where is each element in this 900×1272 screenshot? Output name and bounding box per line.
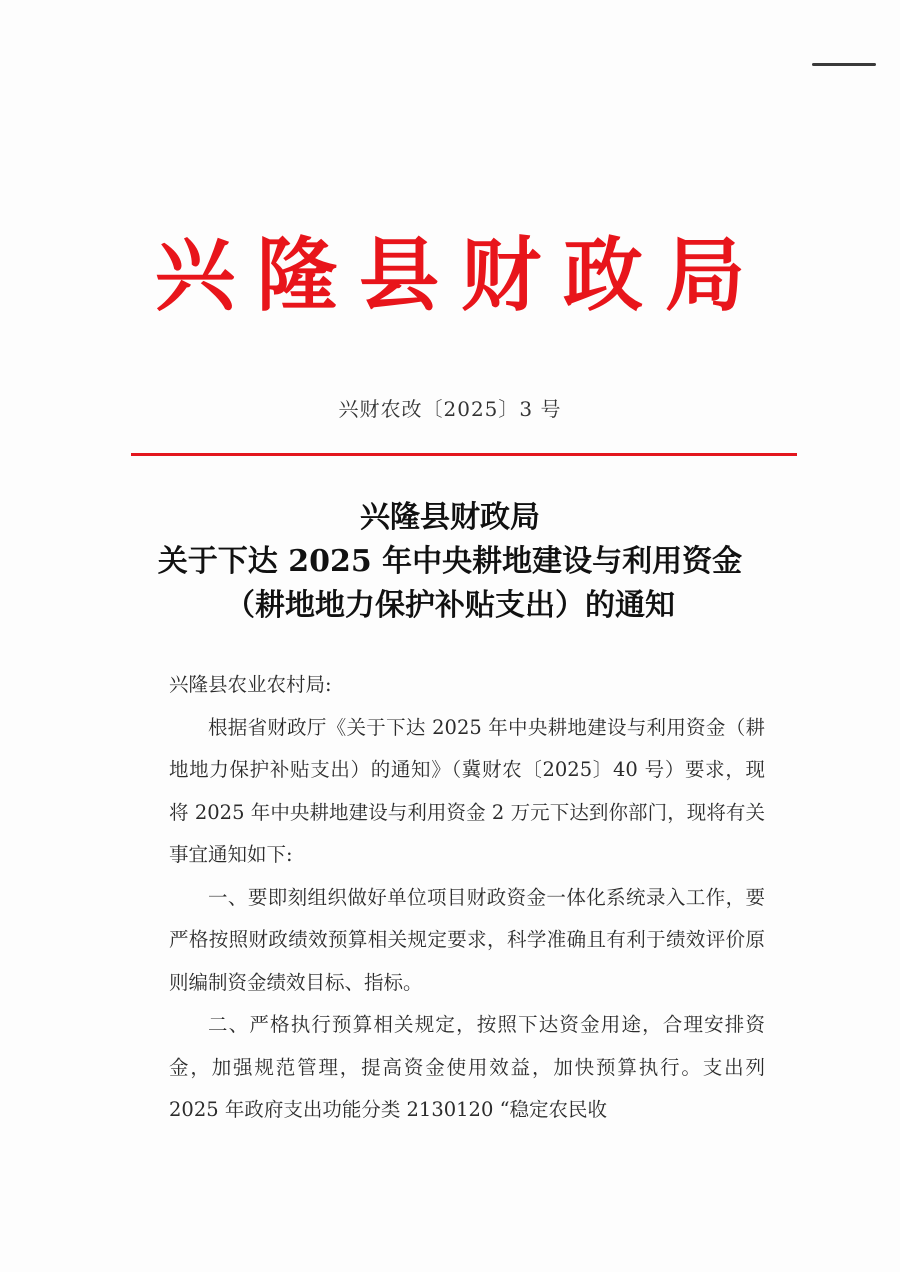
paragraph-3: 二、严格执行预算相关规定，按照下达资金用途，合理安排资金，加强规范管理，提高资金使用效益，加快预算执行。支出列 2025 年政府支出功能分类 2130120 “稳定农民收 xyxy=(169,1013,765,1121)
notice-title xyxy=(0,496,900,628)
title-line-2: 关于下达 2025 年中央耕地建设与利用资金 xyxy=(157,544,743,579)
paragraph-1: 根据省财政厅《关于下达 2025 年中央耕地建设与利用资金（耕地地力保护补贴支出）的通知》（冀财农〔2025〕40 号）要求，现将 2025 年中央耕地建设与利用资金 2 万元下达到你部门，现将有关事宜通知如下: xyxy=(169,715,765,866)
agency-masthead: 兴隆县财政局 xyxy=(155,229,767,322)
scan-mark xyxy=(812,63,876,66)
title-line-3: （耕地地力保护补贴支出）的通知 xyxy=(225,588,675,623)
document-number: 兴财农改〔2025〕3 号 xyxy=(338,397,562,421)
paragraph-2: 一、要即刻组织做好单位项目财政资金一体化系统录入工作，要严格按照财政绩效预算相关规定要求，科学准确且有利于绩效评价原则编制资金绩效目标、指标。 xyxy=(169,885,765,994)
red-divider xyxy=(131,453,797,456)
notice-body xyxy=(169,664,765,1132)
salutation: 兴隆县农业农村局: xyxy=(169,673,332,696)
title-line-1: 兴隆县财政局 xyxy=(360,500,540,535)
